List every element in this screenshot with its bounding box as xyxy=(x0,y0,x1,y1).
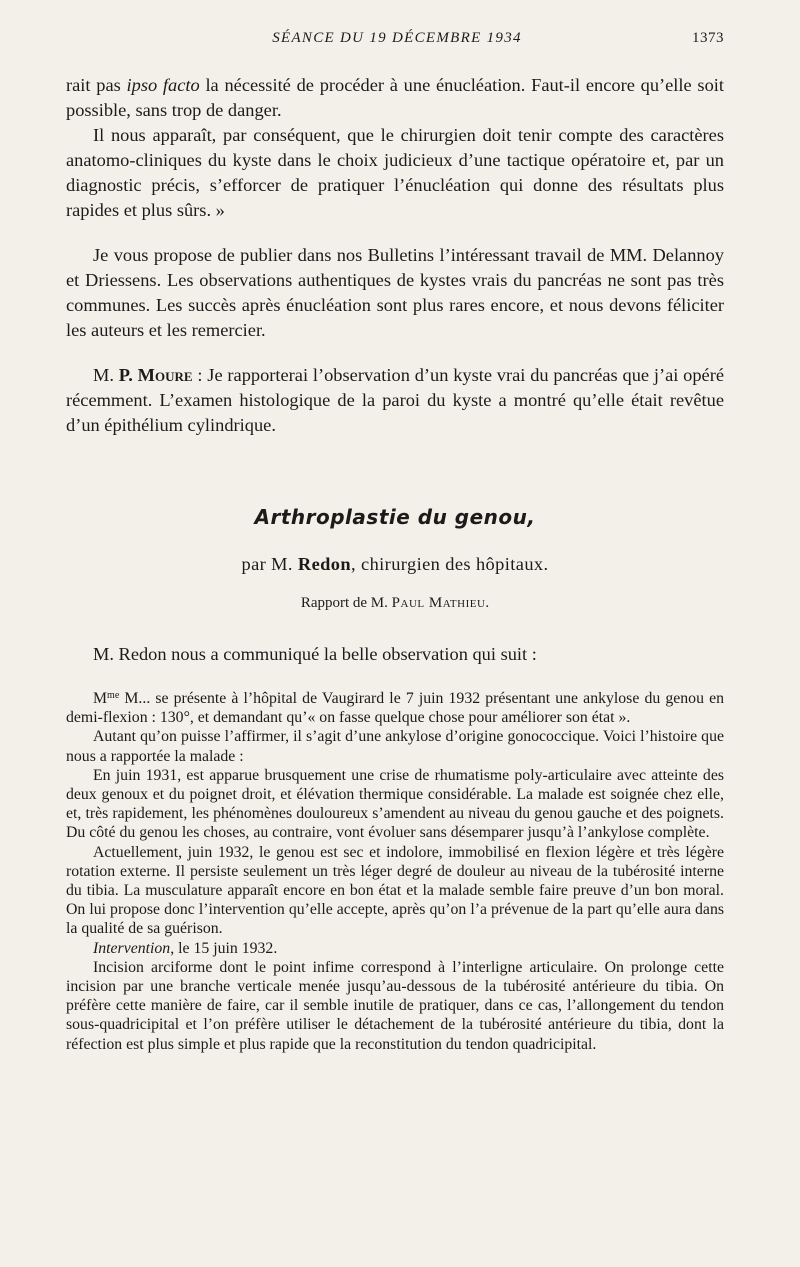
emphasis-ipso-facto: ipso facto xyxy=(126,75,200,95)
paragraph-proposal: Je vous propose de publier dans nos Bulletins l’intéressant travail de MM. Delannoy et Driessens. Les observations authentiques de kystes vrais du pancréas ne sont pas très communes. Les succès après énucléation sont plus rares encore, et nous devons féliciter les auteurs et les remercier. xyxy=(66,245,724,340)
text-run: par M. xyxy=(241,554,298,574)
text-run: M... se présente à l’hôpital de Vaugirard le 7 juin 1932 présentant une ankylose du genou en demi-flexion : 130°, et demandant qu’« on fasse quelque chose pour améliorer son état ». xyxy=(66,690,724,727)
page xyxy=(66,30,724,1054)
text-run: rait pas xyxy=(66,75,127,95)
paragraph-lead: M. Redon nous a communiqué la belle observation qui suit : xyxy=(93,644,537,664)
text-run: : Je rapporterai l’observation d’un kyste vrai du pancréas que j’ai opéré récemment. L’examen histologique de la paroi du kyste a montré qu’elle était revêtue d’un épithélium cylindrique. xyxy=(66,365,724,435)
paragraph-intervention-date xyxy=(66,939,724,958)
text-run: M xyxy=(93,690,108,707)
text-run: Rapport de M. xyxy=(300,595,392,611)
page-number: 1373 xyxy=(692,30,724,46)
reporter-name: Paul Mathieu xyxy=(391,595,486,611)
paragraph-current-state: Actuellement, juin 1932, le genou est sec et indolore, immobilisé en flexion légère et très légère rotation externe. Il persiste seulement un très léger degré de douleur au niveau de la tubérosité interne du tibia. La musculature apparaît encore en bon état et la malade semble faire preuve d’un bon moral. On lui propose donc l’intervention qu’elle accepte, après qu’on l’a prévenue de la part qu’elle aura dans la qualité de sa guérison. xyxy=(66,843,724,938)
superscript: me xyxy=(107,690,120,701)
article-title: Arthroplastie du genou, xyxy=(254,505,536,529)
text-run: , le 15 juin 1932. xyxy=(170,939,278,957)
text-run: la nécessité de procéder à une énucléation. Faut-il encore qu’elle soit possible, sans trop de danger. xyxy=(66,75,724,120)
report-line xyxy=(66,595,724,612)
text-run: , chirurgien des hôpitaux. xyxy=(351,554,549,574)
paragraph-quote-conclusion: Il nous apparaît, par conséquent, que le chirurgien doit tenir compte des caractères anatomo-cliniques du kyste dans le choix judicieux d’une tactique opératoire et, par un diagnostic précis, s’efforcer de pratiquer l’énucléation qui donne des résultats plus rapides et plus sûrs. » xyxy=(66,125,724,220)
paragraph-origin: Autant qu’on puisse l’affirmer, il s’agit d’une ankylose d’origine gonococcique. Voici l’histoire que nous a rapportée la malade : xyxy=(66,728,724,765)
paragraph-moure-remark xyxy=(66,363,724,438)
article-byline xyxy=(66,554,724,575)
running-head-title: SÉANCE DU 19 DÉCEMBRE 1934 xyxy=(272,30,522,46)
text-run: M. xyxy=(93,365,119,385)
emphasis-intervention: Intervention xyxy=(93,939,171,957)
author-name: Redon xyxy=(297,554,352,574)
paragraph-continuation xyxy=(66,73,724,123)
paragraph-history: En juin 1931, est apparue brusquement une crise de rhumatisme poly-articulaire avec atteinte des deux genoux et du poignet droit, et élévation thermique considérable. La malade est soignée chez elle, et, très rapidement, les phénomènes douloureux s’amendent au niveau du genou gauche et des poignets. Du côté du genou les choses, au contraire, vont évoluer sans désemparer jusqu’à l’ankylose complète. xyxy=(66,766,724,842)
speaker-name: P. Moure xyxy=(118,365,193,385)
paragraph-case-intro xyxy=(66,689,724,727)
running-head xyxy=(66,30,724,54)
text-run: . xyxy=(485,595,490,611)
paragraph-incision: Incision arciforme dont le point infime correspond à l’interligne articulaire. On prolonge cette incision par une branche verticale menée jusqu’au-dessous de la tubérosité antérieure du tibia. On préfère cette manière de faire, car il semble inutile de pratiquer, dans ce cas, l’allongement du tendon sous-quadricipital et l’on préfère utiliser le détachement de la tubérosité antérieure du tibia, dont la réfection est plus simple et plus rapide que la reconstitution du tendon quadricipital. xyxy=(66,958,724,1053)
